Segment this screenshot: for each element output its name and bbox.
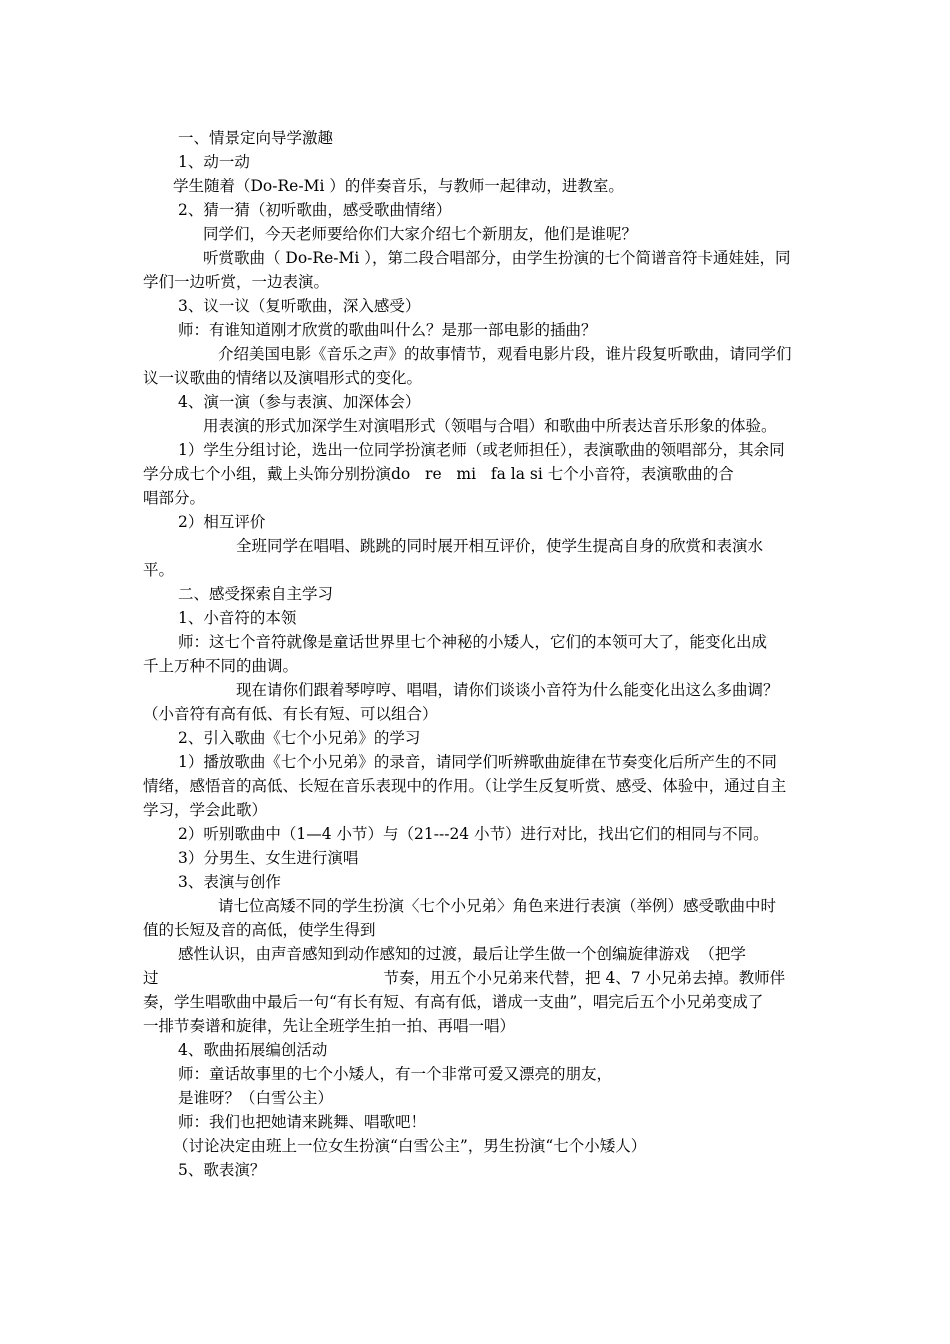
paragraph-line: 现在请你们跟着琴哼哼、唱唱，请你们谈谈小音符为什么能变化出这么多曲调？: [236, 681, 779, 699]
paragraph-line: 平。: [143, 561, 175, 579]
subheading: 3、表演与创作: [178, 873, 281, 891]
paragraph-line: 师：我们也把她请来跳舞、唱歌吧！: [178, 1113, 427, 1131]
paragraph-line: 3）分男生、女生进行演唱: [178, 849, 359, 867]
paragraph-line: 学分成七个小组，戴上头饰分别扮演do re mi fa la si 七个小音符，表演歌曲的合: [143, 465, 734, 483]
paragraph-line: 千上万种不同的曲调。: [143, 657, 299, 675]
section-heading-2: 二、感受探索自主学习: [178, 585, 334, 603]
subheading: 3、议一议（复听歌曲，深入感受）: [178, 297, 421, 315]
paragraph-fragment: 节奏，用五个小兄弟来代替，把 4、7 小兄弟去掉。教师伴: [383, 969, 786, 987]
paragraph-line: 用表演的形式加深学生对演唱形式（领唱与合唱）和歌曲中所表达音乐形象的体验。: [203, 417, 777, 435]
paragraph-line-split: [143, 966, 813, 990]
subheading: 4、演一演（参与表演、加深体会）: [178, 393, 421, 411]
paragraph-line: 学们一边听赏，一边表演。: [143, 273, 330, 291]
paragraph-line: 师：有谁知道刚才欣赏的歌曲叫什么？是那一部电影的插曲？: [178, 321, 597, 339]
paragraph-line: 值的长短及音的高低，使学生得到: [143, 921, 376, 939]
paragraph-line: 1）学生分组讨论，选出一位同学扮演老师（或老师担任），表演歌曲的领唱部分，其余同: [178, 441, 785, 459]
subheading: 1、动一动: [178, 153, 250, 171]
paragraph-line: 师：童话故事里的七个小矮人，有一个非常可爱又漂亮的朋友，: [178, 1065, 613, 1083]
paragraph-line: 唱部分。: [143, 489, 206, 507]
subheading: 2、引入歌曲《七个小兄弟》的学习: [178, 729, 421, 747]
paragraph-line: （小音符有高有低、有长有短、可以组合）: [143, 705, 438, 723]
paragraph-line: 一排节奏谱和旋律，先让全班学生拍一拍、再唱一唱）: [143, 1017, 516, 1035]
paragraph-line: 介绍美国电影《音乐之声》的故事情节，观看电影片段，谁片段复听歌曲，请同学们: [218, 345, 792, 363]
subheading: 2、猜一猜（初听歌曲，感受歌曲情绪）: [178, 201, 452, 219]
paragraph-line: 学生随着（Do-Re-Mi ）的伴奏音乐，与教师一起律动，进教室。: [173, 177, 624, 195]
subheading: 2）相互评价: [178, 513, 266, 531]
paragraph-line: 请七位高矮不同的学生扮演〈七个小兄弟〉角色来进行表演（举例）感受歌曲中时: [218, 897, 777, 915]
paragraph-line: 2）听别歌曲中（1—4 小节）与（21---24 小节）进行对比，找出它们的相同与不同。: [178, 825, 769, 843]
paragraph-line: 情绪，感悟音的高低、长短在音乐表现中的作用。（让学生反复听赏、感受、体验中，通过自主: [143, 777, 787, 795]
section-heading-1: 一、情景定向导学激趣: [178, 129, 334, 147]
paragraph-line: （讨论决定由班上一位女生扮演“白雪公主”，男生扮演“七个小矮人）: [173, 1137, 647, 1155]
paragraph-line: 是谁呀？（白雪公主）: [178, 1089, 334, 1107]
subheading: 5、歌表演？: [178, 1161, 266, 1179]
paragraph-line: 1）播放歌曲《七个小兄弟》的录音，请同学们听辨歌曲旋律在节奏变化后所产生的不同: [178, 753, 777, 771]
subheading: 4、歌曲拓展编创活动: [178, 1041, 328, 1059]
subheading: 1、小音符的本领: [178, 609, 297, 627]
paragraph-line: 感性认识，由声音感知到动作感知的过渡，最后让学生做一个创编旋律游戏 （把学: [178, 945, 746, 963]
document-body: [143, 126, 813, 1182]
paragraph-line: 听赏歌曲（ Do-Re-Mi ），第二段合唱部分，由学生扮演的七个简谱音符卡通娃娃，同: [203, 249, 791, 267]
paragraph-line: 奏，学生唱歌曲中最后一句“有长有短、有高有低，谱成一支曲”，唱完后五个小兄弟变成了: [143, 993, 764, 1011]
paragraph-line: 议一议歌曲的情绪以及演唱形式的变化。: [143, 369, 423, 387]
paragraph-line: 同学们，今天老师要给你们大家介绍七个新朋友，他们是谁呢？: [203, 225, 638, 243]
paragraph-line: 全班同学在唱唱、跳跳的同时展开相互评价，使学生提高自身的欣赏和表演水: [236, 537, 764, 555]
paragraph-fragment: 过: [143, 969, 159, 987]
paragraph-line: 学习，学会此歌）: [143, 801, 268, 819]
paragraph-line: 师：这七个音符就像是童话世界里七个神秘的小矮人，它们的本领可大了，能变化出成: [178, 633, 768, 651]
